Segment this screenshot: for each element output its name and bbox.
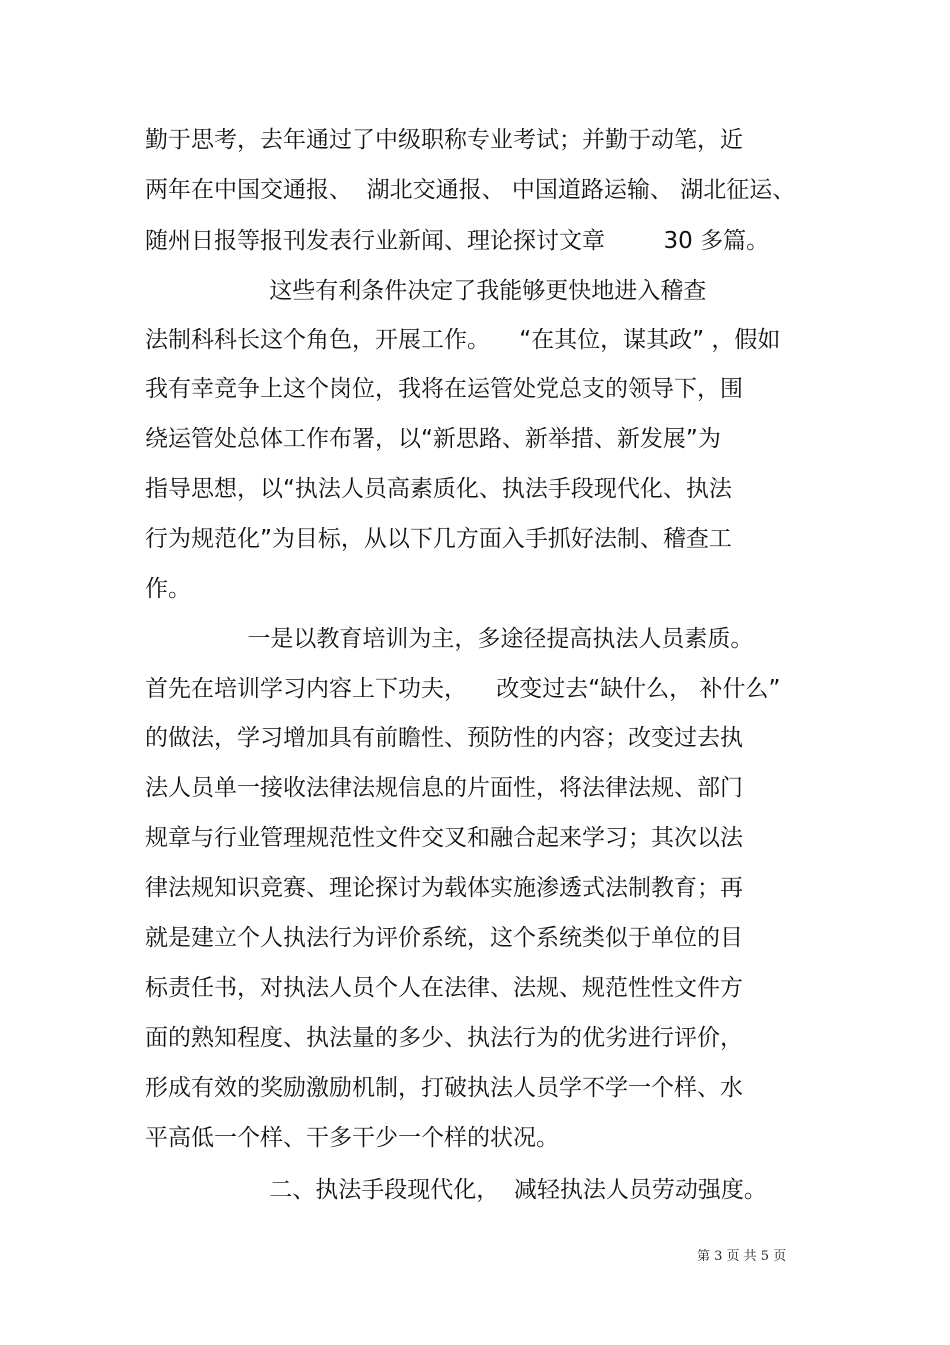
body-text-line: 勤于思考，去年通过了中级职称专业考试；并勤于动笔，近 bbox=[145, 127, 743, 153]
body-text-line: 的做法，学习增加具有前瞻性、预防性的内容；改变过去执 bbox=[145, 725, 743, 751]
body-text-line: 随州日报等报刊发表行业新闻、理论探讨文章 30 多篇。 bbox=[145, 228, 770, 254]
body-text-line: 我有幸竞争上这个岗位，我将在运管处党总支的领导下，围 bbox=[145, 376, 743, 402]
body-text-line: 法制科科长这个角色，开展工作。 “在其位，谋其政” ，假如 bbox=[145, 327, 781, 353]
body-text-line: 首先在培训学习内容上下功夫， 改变过去“缺什么， 补什么” bbox=[145, 676, 781, 702]
page-number-footer: 第 3 页 共 5 页 bbox=[697, 1249, 787, 1264]
body-text-line: 作。 bbox=[145, 576, 191, 602]
body-text-line: 面的熟知程度、执法量的多少、执法行为的优劣进行评价， bbox=[145, 1025, 743, 1051]
body-text-line: 规章与行业管理规范性文件交叉和融合起来学习；其次以法 bbox=[145, 825, 743, 851]
body-text-line: 绕运管处总体工作布署，以“新思路、新举措、新发展”为 bbox=[145, 426, 721, 452]
body-text-line: 法人员单一接收法律法规信息的片面性，将法律法规、部门 bbox=[145, 775, 743, 801]
body-text-line: 行为规范化”为目标，从以下几方面入手抓好法制、稽查工 bbox=[145, 526, 732, 552]
body-text-line: 二、执法手段现代化， 减轻执法人员劳动强度。 bbox=[145, 1177, 767, 1203]
body-text-line: 平高低一个样、干多干少一个样的状况。 bbox=[145, 1125, 559, 1151]
body-text-line: 一是以教育培训为主，多途径提高执法人员素质。 bbox=[145, 626, 754, 652]
body-text-line: 标责任书，对执法人员个人在法律、法规、规范性性文件方 bbox=[145, 975, 743, 1001]
body-text-line: 这些有利条件决定了我能够更快地进入稽查 bbox=[145, 278, 707, 304]
body-text-line: 指导思想，以“执法人员高素质化、执法手段现代化、执法 bbox=[145, 476, 732, 502]
body-text-line: 两年在中国交通报、 湖北交通报、 中国道路运输、 湖北征运、 bbox=[145, 177, 796, 203]
body-text-line: 就是建立个人执法行为评价系统，这个系统类似于单位的目 bbox=[145, 925, 743, 951]
body-text-line: 形成有效的奖励激励机制，打破执法人员学不学一个样、水 bbox=[145, 1075, 743, 1101]
body-text-line: 律法规知识竞赛、理论探讨为载体实施渗透式法制教育；再 bbox=[145, 875, 743, 901]
